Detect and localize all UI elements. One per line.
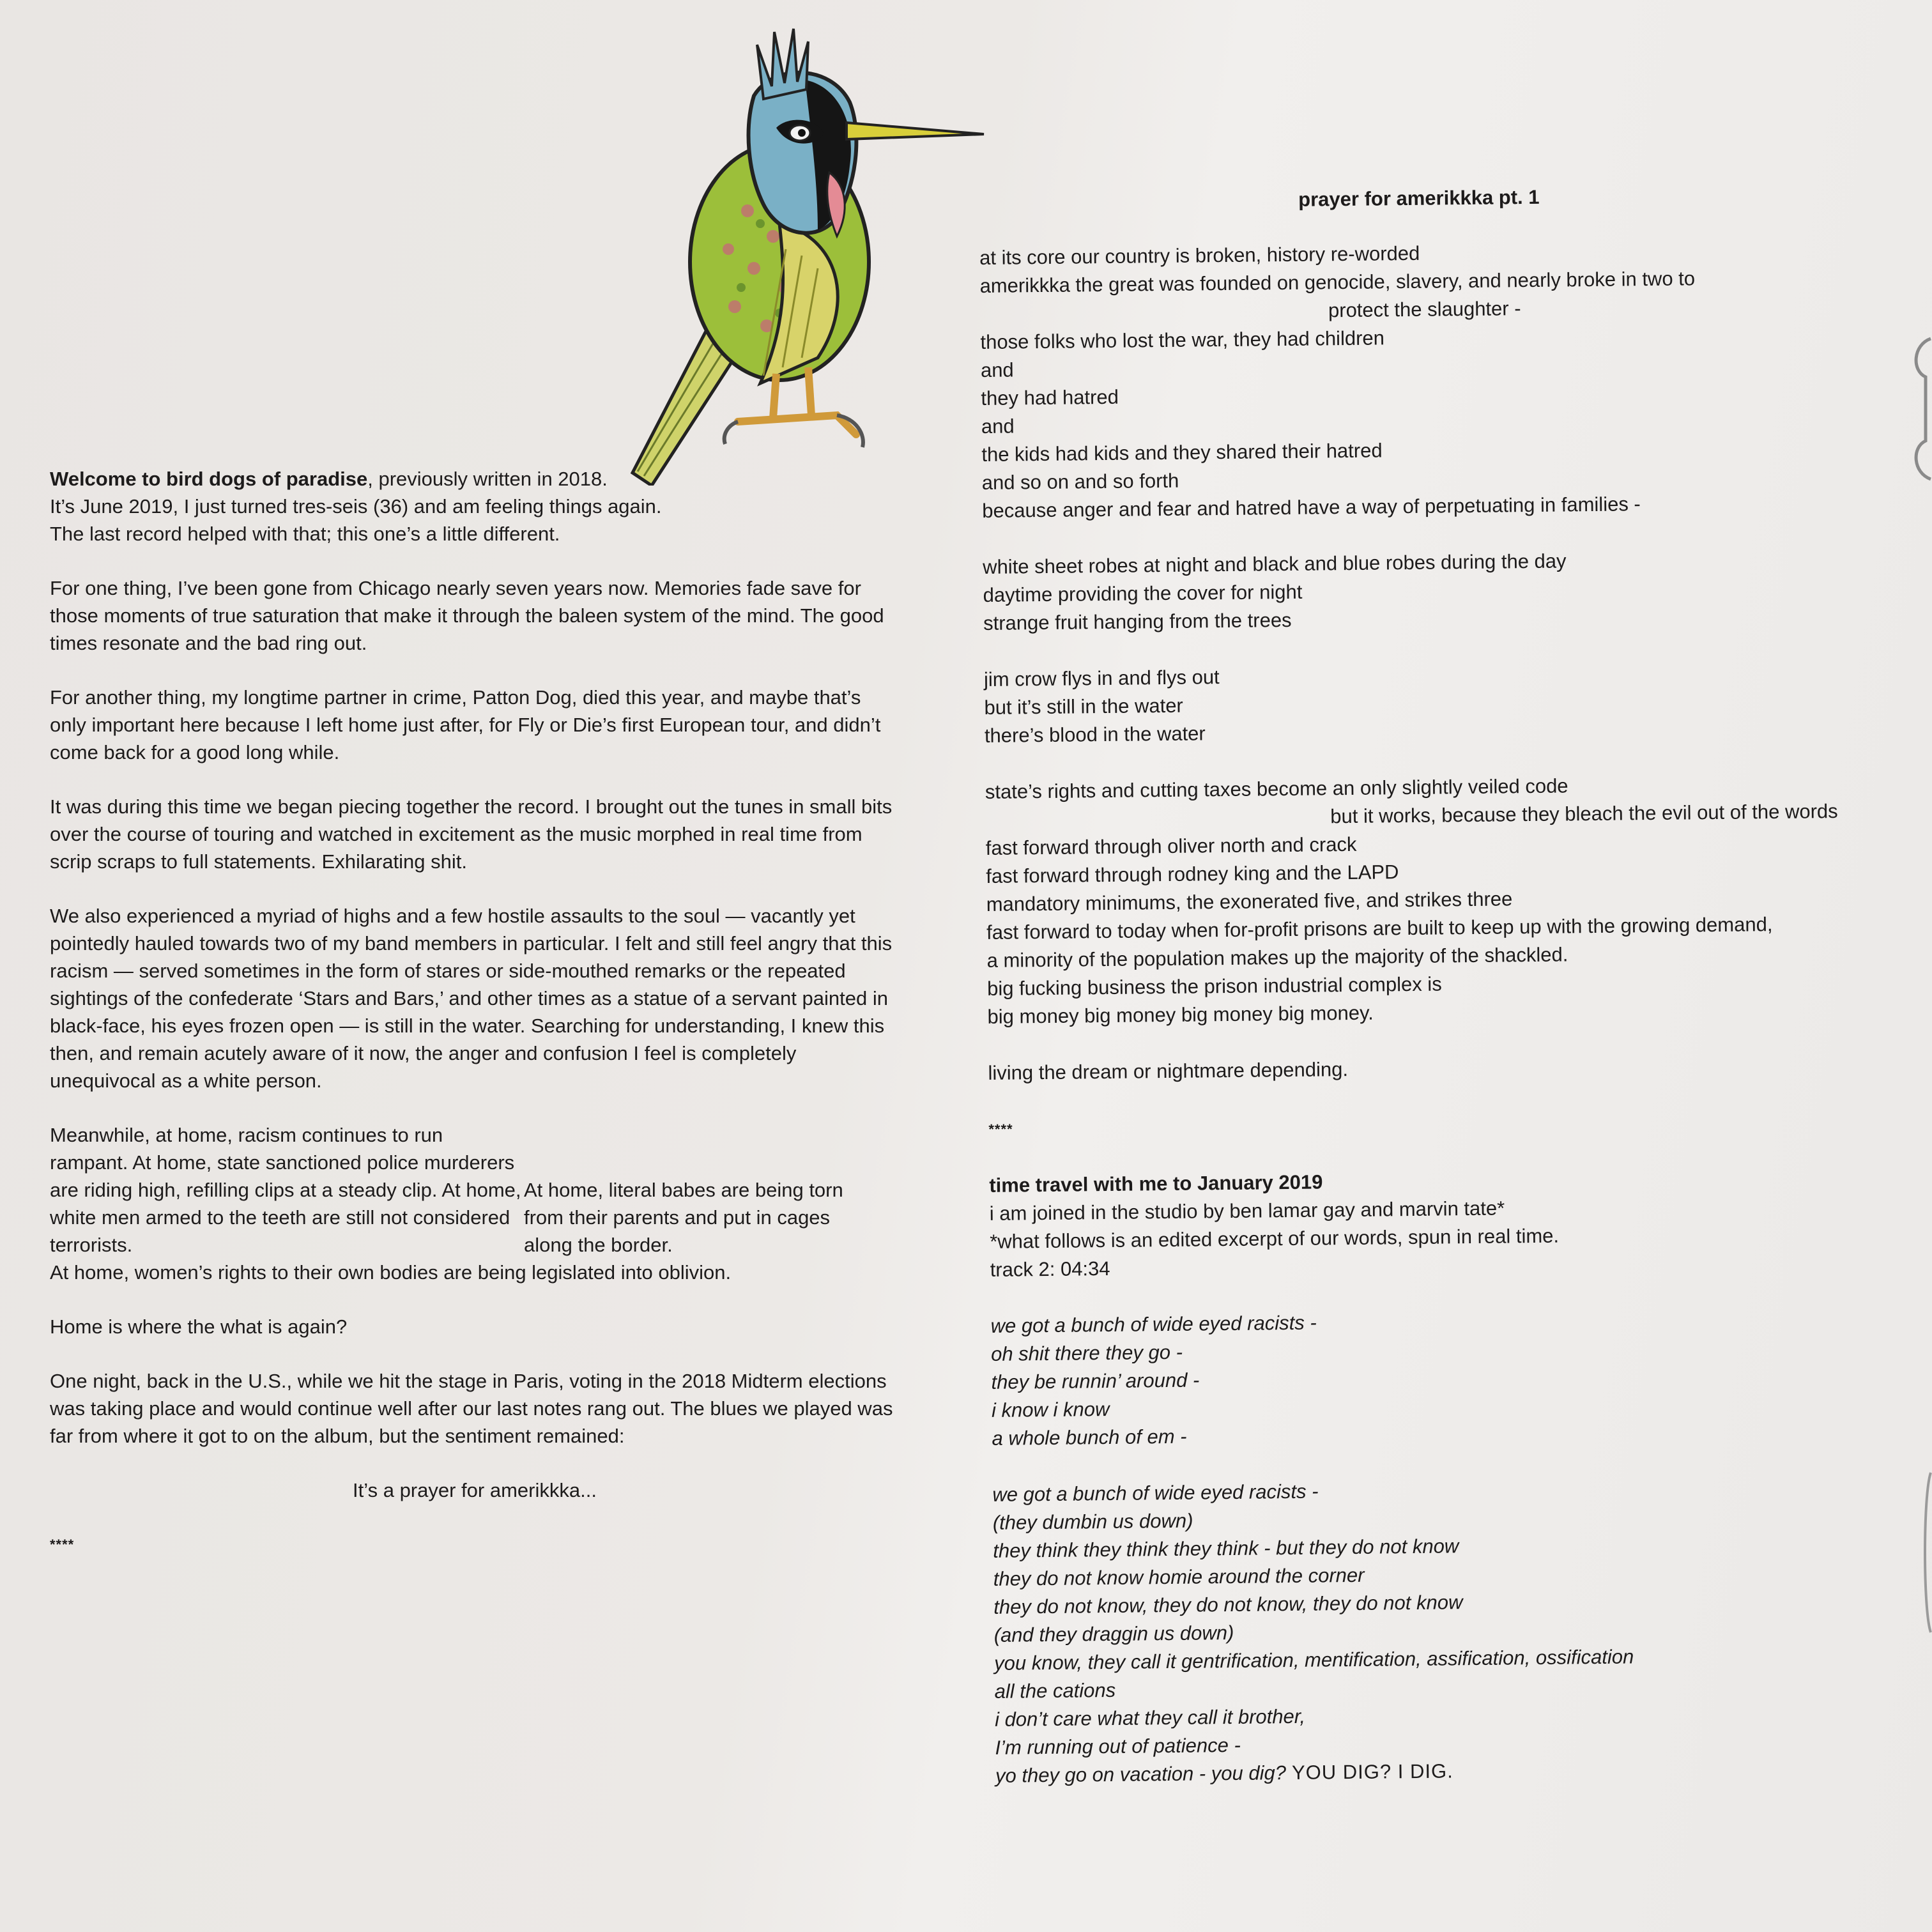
lyric-line: all the cations (994, 1678, 1116, 1703)
lyric-line: you know, they call it gentrification, mentification, assification, ossification (993, 1645, 1634, 1675)
intro-line-1 (50, 465, 900, 493)
poem-line: the kids had kids and they shared their hatred (981, 439, 1383, 466)
poem-line: living the dream or nightmare depending. (988, 1058, 1349, 1084)
lyric-line: (they dumbin us down) (992, 1509, 1193, 1534)
intro-title-rest: , previously written in 2018. (367, 468, 608, 490)
lyric-line: i know i know (991, 1397, 1110, 1422)
poem-line: white sheet robes at night and black and blue robes during the day (983, 549, 1567, 578)
poem-line: mandatory minimums, the exonerated five, and strikes three (986, 887, 1513, 916)
section-divider-right: **** (988, 1121, 1013, 1137)
intro-block (50, 465, 900, 548)
lyric-line: we got a bunch of wide eyed racists - (992, 1480, 1319, 1506)
session-title: time travel with me to January 2019 (989, 1170, 1323, 1197)
paragraph-5-split (50, 1121, 900, 1259)
paragraph-5-tail: At home, women’s rights to their own bodies are being legislated into oblivion. (50, 1261, 732, 1284)
poem-line: but it works, because they bleach the evil out of the words (1330, 799, 1838, 828)
poem-line: a minority of the population makes up the majority of the shackled. (986, 943, 1568, 972)
paragraph-5-left: Meanwhile, at home, racism continues to run rampant. At home, state sanctioned police murderers are riding high, refilling clips at a steady clip. At home, white men armed to the teeth are still not considered terrorists. (50, 1124, 521, 1256)
lyric-line: (and they draggin us down) (993, 1621, 1234, 1646)
poem-line: protect the slaughter - (1328, 297, 1521, 322)
poem-line: state’s rights and cutting taxes become an only slightly veiled code (985, 774, 1568, 803)
poem-line: there’s blood in the water (984, 722, 1206, 747)
intro-column (50, 465, 900, 1585)
poem-line: fast forward through oliver north and crack (985, 832, 1357, 859)
paragraph-1: For one thing, I’ve been gone from Chicago nearly seven years now. Memories fade save for those moments of true saturation that make it through the baleen system of the mind. The good times resonate and the bad ring out. (50, 577, 884, 654)
poem-line: amerikkka the great was founded on genocide, slavery, and nearly broke in two to (979, 267, 1696, 297)
paragraph-8: It’s a prayer for amerikkka... (353, 1479, 597, 1501)
paragraph-4: We also experienced a myriad of highs and a few hostile assaults to the soul — vacantly yet pointedly hauled towards two of my band members in particular. I felt and still feel angry that this racism — served sometimes in the form of stares or side-mouthed remarks or the repeated sightings of the confederate ‘Stars and Bars,’ and other times as a statue of a servant painted in black-face, his eyes frozen open — is still in the water. Searching for understanding, I knew this then, and remain acutely aware of it now, the anger and confusion I feel is completely unequivocal as a white person. (50, 905, 893, 1092)
paragraph-7: One night, back in the U.S., while we hit the stage in Paris, voting in the 2018 Midterm elections was taking place and would continue well after our last notes rang out. The blues we played was far from where it got to on the album, but the sentiment remained: (50, 1370, 893, 1447)
poem-line: big fucking business the prison industrial complex is (986, 972, 1442, 1000)
paragraph-6: Home is where the what is again? (50, 1315, 348, 1338)
session-line: i am joined in the studio by ben lamar gay and marvin tate* (989, 1197, 1505, 1225)
poem-line: and (980, 358, 1014, 381)
section-divider-left: **** (50, 1537, 75, 1552)
session-line: *what follows is an edited excerpt of our words, spun in real time. (990, 1224, 1560, 1253)
lyric-line: oh shit there they go - (990, 1340, 1183, 1365)
poem-line: at its core our country is broken, history re-worded (979, 241, 1420, 269)
lyric-line: we got a bunch of wide eyed racists - (990, 1311, 1317, 1337)
poem-line: and (981, 415, 1015, 438)
poem-line: jim crow flys in and flys out (983, 666, 1220, 691)
lyric-line: they do not know homie around the corner (993, 1563, 1365, 1590)
lyric-line: i don’t care what they call it brother, (994, 1705, 1306, 1731)
poem-column (979, 180, 1909, 1790)
bird-illustration (626, 26, 990, 486)
lyric-line: I’m running out of patience - (995, 1733, 1241, 1759)
lyric-line: a whole bunch of em - (992, 1425, 1187, 1450)
poem-line: fast forward through rodney king and the LAPD (986, 861, 1399, 887)
lyric-final-italic: yo they go on vacation - you dig? (995, 1761, 1287, 1787)
session-track: track 2: 04:34 (990, 1257, 1110, 1281)
poem-line: and so on and so forth (981, 469, 1179, 494)
lyric-final-shout: YOU DIG? I DIG. (1285, 1759, 1453, 1784)
poem-line: because anger and fear and hatred have a way of perpetuating in families - (982, 493, 1641, 522)
intro-title: Welcome to bird dogs of paradise (50, 468, 368, 490)
lyric-line: they be runnin’ around - (991, 1368, 1200, 1393)
staple-icon (1919, 1469, 1932, 1636)
poem-line: those folks who lost the war, they had children (980, 326, 1385, 353)
poem-line: fast forward to today when for-profit prisons are built to keep up with the growing demand, (986, 913, 1773, 944)
lyric-line: they do not know, they do not know, they do not know (993, 1591, 1463, 1618)
poem-title: prayer for amerikkka pt. 1 (1298, 185, 1540, 211)
paragraph-2: For another thing, my longtime partner in crime, Patton Dog, died this year, and maybe that’s only important here because I left home just after, for Fly or Die’s first European tour, and didn’t come back for a good long while. (50, 686, 881, 763)
paragraph-5-right: At home, literal babes are being torn from their parents and put in cages along the border. (524, 1179, 843, 1256)
paragraph-5 (50, 1121, 900, 1286)
poem-line: daytime providing the cover for night (983, 580, 1303, 606)
intro-line-2: It’s June 2019, I just turned tres-seis (36) and am feeling things again. (50, 495, 662, 518)
poem-line: big money big money big money big money. (987, 1001, 1374, 1028)
poem-line: strange fruit hanging from the trees (983, 608, 1292, 634)
poem-line: they had hatred (981, 385, 1119, 410)
lyric-line: they think they think they think - but they do not know (993, 1535, 1459, 1562)
staple-icon (1906, 332, 1932, 486)
poem-line: but it’s still in the water (984, 694, 1183, 719)
intro-line-3: The last record helped with that; this one’s a little different. (50, 523, 560, 545)
paragraph-3: It was during this time we began piecing together the record. I brought out the tunes in small bits over the course of touring and watched in excitement as the music morphed in real time from scrip scraps to full statements. Exhilarating shit. (50, 795, 893, 873)
